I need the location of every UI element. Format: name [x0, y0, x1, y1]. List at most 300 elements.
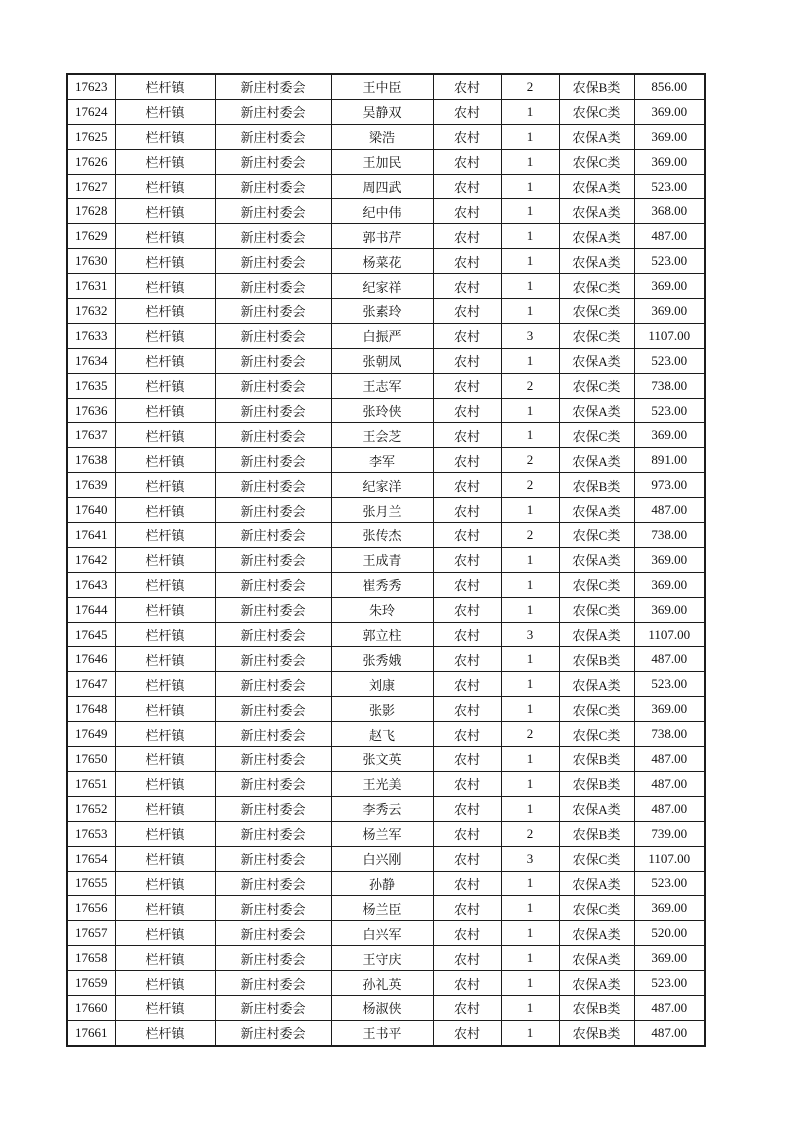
cell-village: 新庄村委会	[215, 348, 331, 373]
cell-town: 栏杆镇	[115, 124, 215, 149]
cell-count: 1	[501, 597, 559, 622]
cell-category: 农村	[433, 896, 501, 921]
cell-type: 农保C类	[559, 523, 634, 548]
cell-id: 17639	[67, 473, 115, 498]
cell-type: 农保A类	[559, 124, 634, 149]
cell-id: 17634	[67, 348, 115, 373]
table-row	[67, 846, 705, 871]
cell-town: 栏杆镇	[115, 697, 215, 722]
cell-type: 农保C类	[559, 423, 634, 448]
cell-town: 栏杆镇	[115, 149, 215, 174]
cell-name: 张影	[331, 697, 433, 722]
cell-village: 新庄村委会	[215, 473, 331, 498]
cell-name: 崔秀秀	[331, 572, 433, 597]
table-row	[67, 74, 705, 99]
cell-name: 李秀云	[331, 796, 433, 821]
table-row	[67, 722, 705, 747]
cell-village: 新庄村委会	[215, 722, 331, 747]
table-row	[67, 299, 705, 324]
cell-name: 朱玲	[331, 597, 433, 622]
cell-id: 17655	[67, 871, 115, 896]
cell-town: 栏杆镇	[115, 423, 215, 448]
cell-name: 梁浩	[331, 124, 433, 149]
cell-count: 1	[501, 946, 559, 971]
cell-count: 1	[501, 921, 559, 946]
cell-town: 栏杆镇	[115, 249, 215, 274]
cell-amount: 369.00	[634, 597, 705, 622]
table-row	[67, 473, 705, 498]
cell-category: 农村	[433, 473, 501, 498]
cell-amount: 1107.00	[634, 323, 705, 348]
cell-id: 17629	[67, 224, 115, 249]
cell-count: 1	[501, 971, 559, 996]
cell-amount: 369.00	[634, 547, 705, 572]
cell-town: 栏杆镇	[115, 796, 215, 821]
table-row	[67, 323, 705, 348]
cell-amount: 1107.00	[634, 622, 705, 647]
cell-type: 农保A类	[559, 672, 634, 697]
cell-village: 新庄村委会	[215, 398, 331, 423]
cell-amount: 487.00	[634, 771, 705, 796]
cell-town: 栏杆镇	[115, 547, 215, 572]
cell-id: 17624	[67, 99, 115, 124]
cell-village: 新庄村委会	[215, 697, 331, 722]
cell-amount: 368.00	[634, 199, 705, 224]
cell-village: 新庄村委会	[215, 572, 331, 597]
cell-amount: 487.00	[634, 647, 705, 672]
cell-name: 郭书芹	[331, 224, 433, 249]
cell-town: 栏杆镇	[115, 821, 215, 846]
cell-town: 栏杆镇	[115, 722, 215, 747]
cell-name: 孙礼英	[331, 971, 433, 996]
cell-type: 农保A类	[559, 871, 634, 896]
cell-category: 农村	[433, 224, 501, 249]
cell-town: 栏杆镇	[115, 846, 215, 871]
cell-id: 17653	[67, 821, 115, 846]
cell-town: 栏杆镇	[115, 323, 215, 348]
cell-category: 农村	[433, 423, 501, 448]
cell-name: 张文英	[331, 747, 433, 772]
cell-name: 王中臣	[331, 74, 433, 99]
cell-category: 农村	[433, 249, 501, 274]
cell-count: 1	[501, 274, 559, 299]
cell-town: 栏杆镇	[115, 299, 215, 324]
cell-type: 农保A类	[559, 547, 634, 572]
cell-id: 17645	[67, 622, 115, 647]
cell-name: 白兴军	[331, 921, 433, 946]
cell-amount: 487.00	[634, 747, 705, 772]
cell-category: 农村	[433, 597, 501, 622]
cell-amount: 487.00	[634, 498, 705, 523]
cell-name: 纪家洋	[331, 473, 433, 498]
table-row	[67, 199, 705, 224]
cell-type: 农保A类	[559, 174, 634, 199]
cell-category: 农村	[433, 771, 501, 796]
cell-name: 纪家祥	[331, 274, 433, 299]
table-row	[67, 572, 705, 597]
cell-amount: 369.00	[634, 149, 705, 174]
cell-village: 新庄村委会	[215, 199, 331, 224]
cell-town: 栏杆镇	[115, 99, 215, 124]
cell-town: 栏杆镇	[115, 946, 215, 971]
cell-town: 栏杆镇	[115, 174, 215, 199]
cell-village: 新庄村委会	[215, 747, 331, 772]
cell-type: 农保C类	[559, 572, 634, 597]
cell-category: 农村	[433, 149, 501, 174]
cell-type: 农保A类	[559, 622, 634, 647]
cell-village: 新庄村委会	[215, 498, 331, 523]
cell-count: 1	[501, 149, 559, 174]
cell-name: 周四武	[331, 174, 433, 199]
table-row	[67, 796, 705, 821]
table-row	[67, 995, 705, 1020]
cell-village: 新庄村委会	[215, 149, 331, 174]
cell-name: 白兴刚	[331, 846, 433, 871]
cell-name: 张朝凤	[331, 348, 433, 373]
cell-town: 栏杆镇	[115, 597, 215, 622]
cell-amount: 369.00	[634, 896, 705, 921]
cell-count: 1	[501, 299, 559, 324]
table-row	[67, 647, 705, 672]
cell-type: 农保B类	[559, 74, 634, 99]
cell-count: 1	[501, 498, 559, 523]
cell-name: 张秀娥	[331, 647, 433, 672]
cell-category: 农村	[433, 274, 501, 299]
cell-village: 新庄村委会	[215, 174, 331, 199]
table-row	[67, 821, 705, 846]
cell-name: 杨兰军	[331, 821, 433, 846]
cell-village: 新庄村委会	[215, 124, 331, 149]
cell-village: 新庄村委会	[215, 523, 331, 548]
cell-town: 栏杆镇	[115, 348, 215, 373]
table-row	[67, 224, 705, 249]
cell-amount: 369.00	[634, 572, 705, 597]
benefits-table	[66, 73, 706, 1047]
cell-type: 农保A类	[559, 199, 634, 224]
table-row	[67, 523, 705, 548]
cell-category: 农村	[433, 99, 501, 124]
cell-name: 李军	[331, 448, 433, 473]
cell-village: 新庄村委会	[215, 672, 331, 697]
cell-id: 17660	[67, 995, 115, 1020]
cell-amount: 369.00	[634, 423, 705, 448]
cell-count: 1	[501, 348, 559, 373]
cell-village: 新庄村委会	[215, 846, 331, 871]
cell-category: 农村	[433, 373, 501, 398]
cell-type: 农保B类	[559, 771, 634, 796]
table-row	[67, 1020, 705, 1045]
cell-count: 2	[501, 373, 559, 398]
cell-village: 新庄村委会	[215, 299, 331, 324]
cell-id: 17657	[67, 921, 115, 946]
cell-name: 刘康	[331, 672, 433, 697]
cell-town: 栏杆镇	[115, 921, 215, 946]
cell-name: 张玲侠	[331, 398, 433, 423]
table-row	[67, 971, 705, 996]
cell-village: 新庄村委会	[215, 896, 331, 921]
cell-type: 农保A类	[559, 971, 634, 996]
cell-town: 栏杆镇	[115, 647, 215, 672]
cell-town: 栏杆镇	[115, 871, 215, 896]
cell-type: 农保C类	[559, 373, 634, 398]
cell-village: 新庄村委会	[215, 99, 331, 124]
cell-town: 栏杆镇	[115, 896, 215, 921]
cell-amount: 891.00	[634, 448, 705, 473]
cell-category: 农村	[433, 74, 501, 99]
cell-category: 农村	[433, 448, 501, 473]
table-row	[67, 921, 705, 946]
cell-amount: 523.00	[634, 249, 705, 274]
cell-amount: 738.00	[634, 722, 705, 747]
table-row	[67, 697, 705, 722]
table-row	[67, 498, 705, 523]
cell-id: 17643	[67, 572, 115, 597]
table-row	[67, 547, 705, 572]
cell-id: 17640	[67, 498, 115, 523]
cell-count: 1	[501, 99, 559, 124]
cell-id: 17648	[67, 697, 115, 722]
cell-amount: 369.00	[634, 99, 705, 124]
table-row	[67, 896, 705, 921]
cell-id: 17647	[67, 672, 115, 697]
cell-count: 2	[501, 448, 559, 473]
cell-category: 农村	[433, 747, 501, 772]
table-row	[67, 771, 705, 796]
cell-village: 新庄村委会	[215, 224, 331, 249]
cell-name: 纪中伟	[331, 199, 433, 224]
cell-category: 农村	[433, 722, 501, 747]
cell-amount: 369.00	[634, 697, 705, 722]
cell-category: 农村	[433, 846, 501, 871]
cell-id: 17650	[67, 747, 115, 772]
cell-type: 农保A类	[559, 398, 634, 423]
cell-count: 1	[501, 199, 559, 224]
cell-amount: 1107.00	[634, 846, 705, 871]
cell-id: 17627	[67, 174, 115, 199]
cell-town: 栏杆镇	[115, 572, 215, 597]
cell-type: 农保C类	[559, 697, 634, 722]
cell-count: 1	[501, 249, 559, 274]
cell-village: 新庄村委会	[215, 647, 331, 672]
cell-amount: 487.00	[634, 995, 705, 1020]
cell-type: 农保C类	[559, 99, 634, 124]
cell-name: 赵飞	[331, 722, 433, 747]
cell-village: 新庄村委会	[215, 971, 331, 996]
cell-category: 农村	[433, 498, 501, 523]
cell-count: 1	[501, 771, 559, 796]
table-row	[67, 423, 705, 448]
cell-category: 农村	[433, 299, 501, 324]
cell-name: 王守庆	[331, 946, 433, 971]
cell-count: 2	[501, 821, 559, 846]
cell-name: 白振严	[331, 323, 433, 348]
cell-category: 农村	[433, 821, 501, 846]
table-row	[67, 622, 705, 647]
cell-id: 17642	[67, 547, 115, 572]
table-row	[67, 174, 705, 199]
cell-village: 新庄村委会	[215, 274, 331, 299]
cell-type: 农保B类	[559, 821, 634, 846]
cell-town: 栏杆镇	[115, 523, 215, 548]
cell-id: 17626	[67, 149, 115, 174]
cell-count: 1	[501, 871, 559, 896]
cell-id: 17652	[67, 796, 115, 821]
cell-village: 新庄村委会	[215, 821, 331, 846]
cell-type: 农保C类	[559, 274, 634, 299]
cell-count: 2	[501, 473, 559, 498]
cell-type: 农保C类	[559, 597, 634, 622]
cell-amount: 487.00	[634, 1020, 705, 1045]
cell-town: 栏杆镇	[115, 473, 215, 498]
cell-id: 17637	[67, 423, 115, 448]
cell-name: 王志军	[331, 373, 433, 398]
cell-village: 新庄村委会	[215, 796, 331, 821]
cell-type: 农保C类	[559, 299, 634, 324]
cell-count: 2	[501, 74, 559, 99]
cell-id: 17632	[67, 299, 115, 324]
cell-amount: 369.00	[634, 946, 705, 971]
cell-count: 1	[501, 796, 559, 821]
cell-name: 王光美	[331, 771, 433, 796]
cell-category: 农村	[433, 124, 501, 149]
cell-id: 17635	[67, 373, 115, 398]
cell-town: 栏杆镇	[115, 398, 215, 423]
cell-village: 新庄村委会	[215, 871, 331, 896]
cell-village: 新庄村委会	[215, 921, 331, 946]
cell-amount: 369.00	[634, 274, 705, 299]
cell-amount: 523.00	[634, 348, 705, 373]
cell-type: 农保A类	[559, 448, 634, 473]
cell-village: 新庄村委会	[215, 74, 331, 99]
cell-count: 3	[501, 323, 559, 348]
cell-name: 王成青	[331, 547, 433, 572]
cell-amount: 738.00	[634, 523, 705, 548]
cell-category: 农村	[433, 572, 501, 597]
cell-id: 17649	[67, 722, 115, 747]
cell-type: 农保B类	[559, 1020, 634, 1045]
cell-town: 栏杆镇	[115, 672, 215, 697]
table-row	[67, 871, 705, 896]
cell-count: 1	[501, 572, 559, 597]
cell-name: 王加民	[331, 149, 433, 174]
cell-count: 1	[501, 398, 559, 423]
cell-name: 杨菜花	[331, 249, 433, 274]
cell-amount: 487.00	[634, 224, 705, 249]
cell-type: 农保A类	[559, 946, 634, 971]
cell-type: 农保B类	[559, 747, 634, 772]
cell-category: 农村	[433, 323, 501, 348]
cell-village: 新庄村委会	[215, 946, 331, 971]
cell-category: 农村	[433, 946, 501, 971]
cell-town: 栏杆镇	[115, 74, 215, 99]
cell-count: 1	[501, 124, 559, 149]
table-row	[67, 597, 705, 622]
cell-id: 17625	[67, 124, 115, 149]
cell-category: 农村	[433, 672, 501, 697]
cell-type: 农保C类	[559, 149, 634, 174]
cell-name: 张月兰	[331, 498, 433, 523]
cell-amount: 520.00	[634, 921, 705, 946]
cell-count: 3	[501, 846, 559, 871]
cell-name: 孙静	[331, 871, 433, 896]
cell-category: 农村	[433, 199, 501, 224]
cell-type: 农保C类	[559, 896, 634, 921]
cell-type: 农保A类	[559, 348, 634, 373]
cell-name: 张传杰	[331, 523, 433, 548]
cell-count: 1	[501, 647, 559, 672]
table-row	[67, 373, 705, 398]
cell-category: 农村	[433, 995, 501, 1020]
cell-id: 17651	[67, 771, 115, 796]
cell-id: 17628	[67, 199, 115, 224]
cell-id: 17656	[67, 896, 115, 921]
cell-count: 1	[501, 423, 559, 448]
cell-count: 1	[501, 174, 559, 199]
cell-town: 栏杆镇	[115, 373, 215, 398]
table-row	[67, 99, 705, 124]
cell-category: 农村	[433, 523, 501, 548]
cell-village: 新庄村委会	[215, 249, 331, 274]
cell-name: 张素玲	[331, 299, 433, 324]
cell-count: 2	[501, 523, 559, 548]
cell-category: 农村	[433, 547, 501, 572]
cell-category: 农村	[433, 647, 501, 672]
cell-type: 农保A类	[559, 224, 634, 249]
cell-amount: 523.00	[634, 971, 705, 996]
cell-id: 17659	[67, 971, 115, 996]
cell-type: 农保A类	[559, 921, 634, 946]
cell-town: 栏杆镇	[115, 498, 215, 523]
cell-id: 17636	[67, 398, 115, 423]
cell-amount: 523.00	[634, 672, 705, 697]
table-row	[67, 348, 705, 373]
cell-count: 1	[501, 995, 559, 1020]
table-row	[67, 274, 705, 299]
cell-town: 栏杆镇	[115, 224, 215, 249]
cell-type: 农保B类	[559, 995, 634, 1020]
cell-village: 新庄村委会	[215, 597, 331, 622]
cell-count: 1	[501, 1020, 559, 1045]
cell-count: 1	[501, 697, 559, 722]
cell-name: 杨兰臣	[331, 896, 433, 921]
cell-town: 栏杆镇	[115, 1020, 215, 1045]
cell-type: 农保A类	[559, 249, 634, 274]
table-row	[67, 747, 705, 772]
cell-id: 17623	[67, 74, 115, 99]
cell-type: 农保A类	[559, 498, 634, 523]
cell-amount: 738.00	[634, 373, 705, 398]
cell-count: 1	[501, 224, 559, 249]
cell-id: 17633	[67, 323, 115, 348]
cell-id: 17630	[67, 249, 115, 274]
table-row	[67, 448, 705, 473]
cell-town: 栏杆镇	[115, 971, 215, 996]
cell-town: 栏杆镇	[115, 747, 215, 772]
cell-town: 栏杆镇	[115, 199, 215, 224]
cell-amount: 973.00	[634, 473, 705, 498]
cell-id: 17654	[67, 846, 115, 871]
table-row	[67, 149, 705, 174]
cell-type: 农保C类	[559, 846, 634, 871]
table-row	[67, 124, 705, 149]
cell-category: 农村	[433, 398, 501, 423]
cell-amount: 369.00	[634, 124, 705, 149]
cell-category: 农村	[433, 871, 501, 896]
cell-type: 农保A类	[559, 796, 634, 821]
cell-village: 新庄村委会	[215, 771, 331, 796]
cell-category: 农村	[433, 622, 501, 647]
cell-type: 农保C类	[559, 323, 634, 348]
